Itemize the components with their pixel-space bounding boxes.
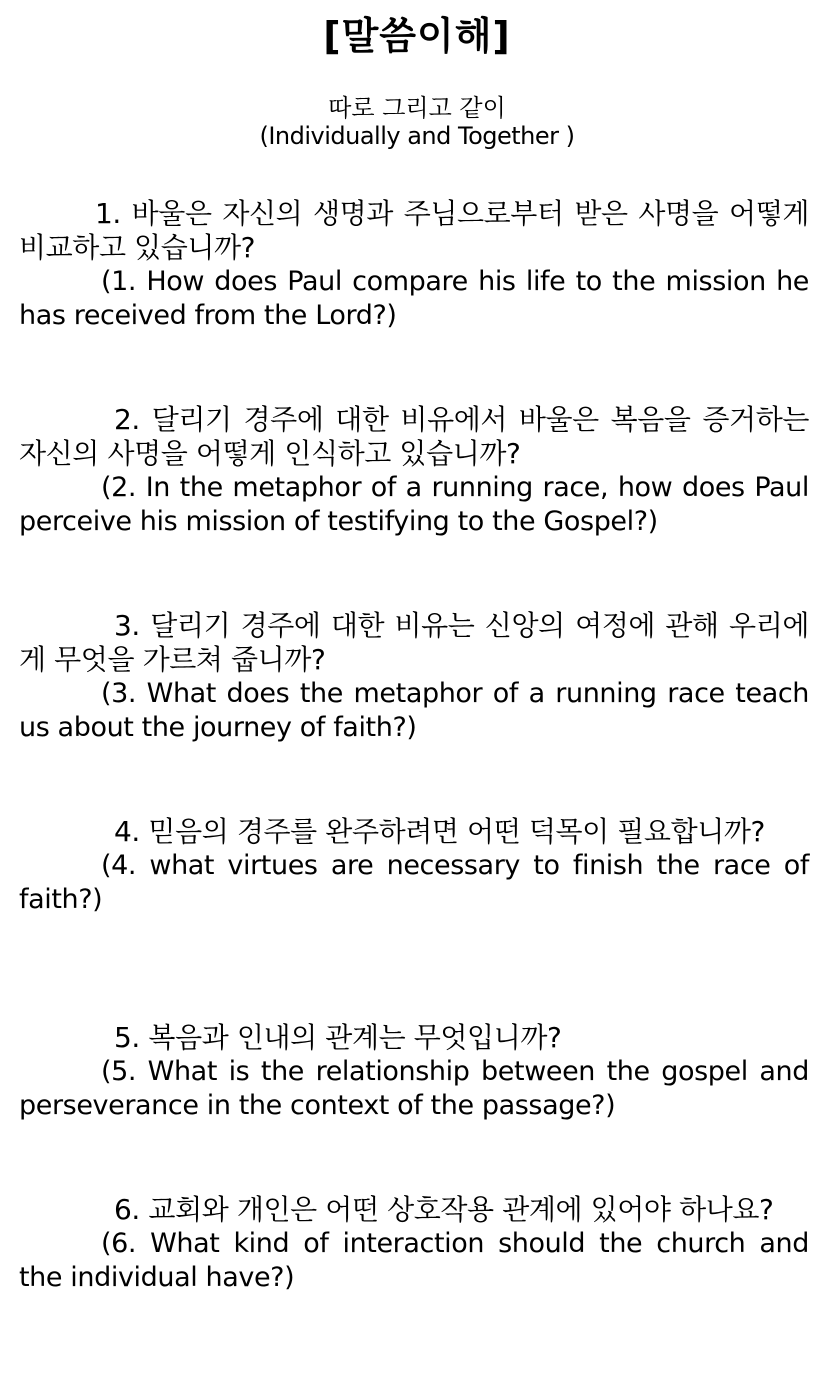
question-4 [19,815,809,917]
question-4-english: (4. what virtues are necessary to finish the race of faith?) [19,850,809,915]
subtitle-english: (Individually and Together ) [259,122,575,150]
question-2 [19,403,809,539]
question-1 [19,197,809,333]
document-page [0,14,835,1391]
question-2-english: (2. In the metaphor of a running race, how does Paul perceive his mission of testifying to the Gospel?) [19,472,809,537]
question-6-english: (6. What kind of interaction should the church and the individual have?) [19,1228,809,1293]
question-5 [19,1021,809,1123]
document-title: [말씀이해] [323,14,511,58]
question-5-english: (5. What is the relationship between the gospel and perseverance in the context of the passage?) [19,1056,809,1121]
question-3-english: (3. What does the metaphor of a running race teach us about the journey of faith?) [19,678,809,743]
question-6-korean: 6. 교회와 개인은 어떤 상호작용 관계에 있어야 하나요? [114,1193,774,1226]
question-1-english: (1. How does Paul compare his life to the mission he has received from the Lord?) [19,266,809,331]
subtitle-korean: 따로 그리고 같이 [328,94,506,122]
question-6 [19,1193,809,1295]
question-3-korean: 3. 달리기 경주에 대한 비유는 신앙의 여정에 관해 우리에게 무엇을 가르쳐 줍니까? [19,609,809,676]
question-2-korean: 2. 달리기 경주에 대한 비유에서 바울은 복음을 증거하는 자신의 사명을 어떻게 인식하고 있습니까? [19,403,809,470]
question-4-korean: 4. 믿음의 경주를 완주하려면 어떤 덕목이 필요합니까? [114,815,765,848]
question-3 [19,609,809,745]
question-1-korean: 1. 바울은 자신의 생명과 주님으로부터 받은 사명을 어떻게 비교하고 있습니까? [19,197,809,264]
question-5-korean: 5. 복음과 인내의 관계는 무엇입니까? [114,1021,562,1054]
